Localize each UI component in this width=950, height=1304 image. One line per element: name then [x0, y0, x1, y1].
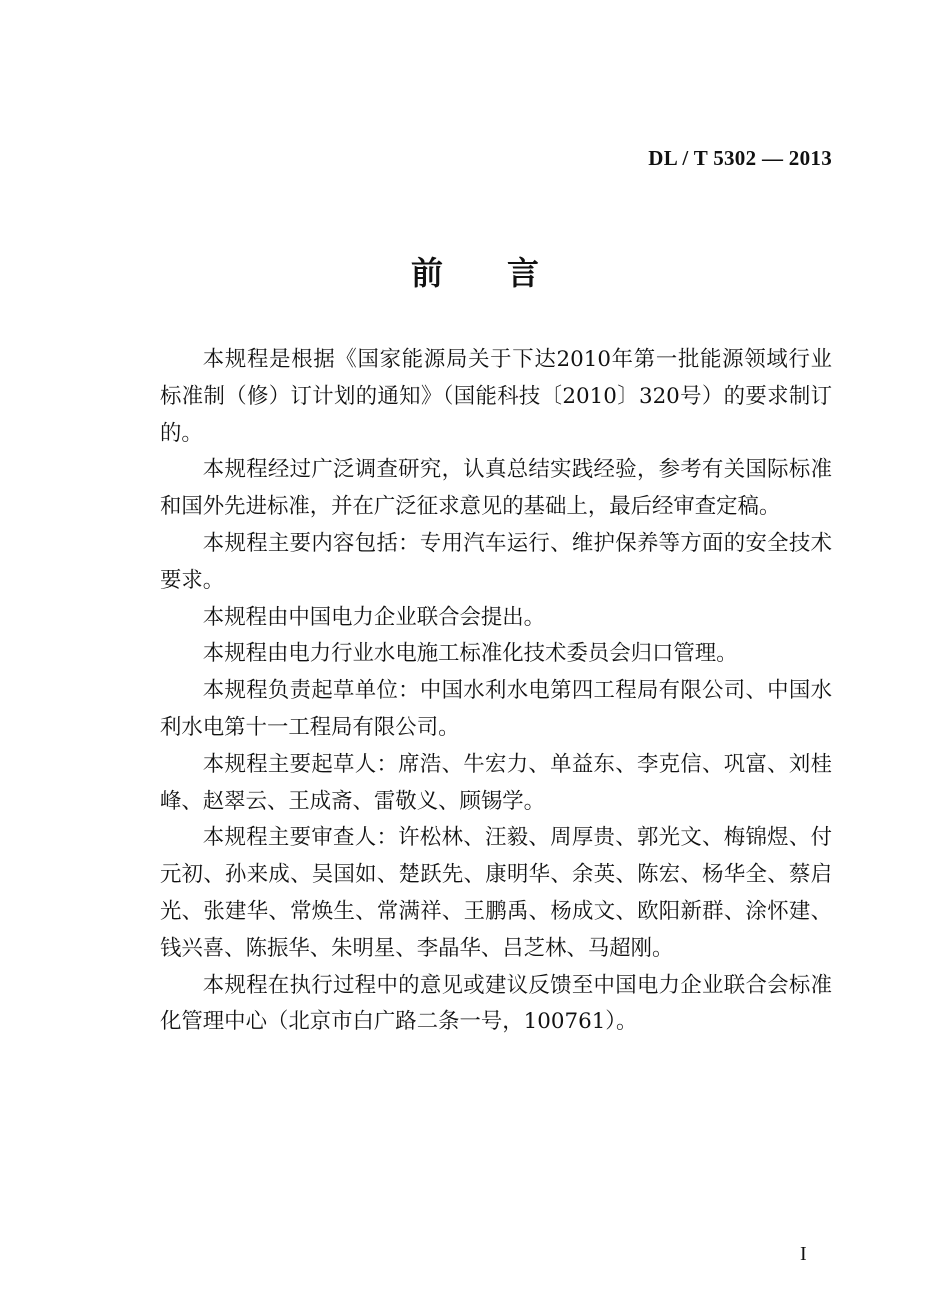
paragraph-drafters: 本规程主要起草人：席浩、牛宏力、单益东、李克信、巩富、刘桂峰、赵翠云、王成斋、雷敬义、顾锡学。	[160, 751, 832, 814]
paragraph-feedback: 本规程在执行过程中的意见或建议反馈至中国电力企业联合会标准化管理中心（北京市白广路二条一号，100761）。	[160, 972, 832, 1035]
paragraph-basis: 本规程是根据《国家能源局关于下达2010年第一批能源领域行业标准制（修）订计划的通知》（国能科技〔2010〕320号）的要求制订的。	[160, 347, 832, 446]
paragraph-management: 本规程由电力行业水电施工标准化技术委员会归口管理。	[202, 641, 738, 667]
page-number: I	[800, 1243, 807, 1265]
paragraph-content: 本规程主要内容包括：专用汽车运行、维护保养等方面的安全技术要求。	[160, 530, 832, 593]
standard-code: DL / T 5302 — 2013	[648, 146, 832, 170]
paragraph-proposer: 本规程由中国电力企业联合会提出。	[202, 604, 546, 630]
paragraph-reviewers: 本规程主要审查人：许松林、汪毅、周厚贵、郭光文、梅锦煜、付元初、孙来成、吴国如、楚跃先、康明华、余英、陈宏、杨华全、蔡启光、张建华、常焕生、常满祥、王鹏禹、杨成文、欧阳新群、涂怀建、钱兴喜、陈振华、朱明星、李晶华、吕芝林、马超刚。	[160, 825, 832, 961]
page-title: 前言	[410, 254, 603, 292]
paragraph-drafting-units: 本规程负责起草单位：中国水利水电第四工程局有限公司、中国水利水电第十一工程局有限公司。	[160, 678, 832, 740]
paragraph-research: 本规程经过广泛调查研究，认真总结实践经验，参考有关国际标准和国外先进标准，并在广泛征求意见的基础上，最后经审查定稿。	[160, 457, 832, 520]
preface-body	[160, 342, 832, 1041]
